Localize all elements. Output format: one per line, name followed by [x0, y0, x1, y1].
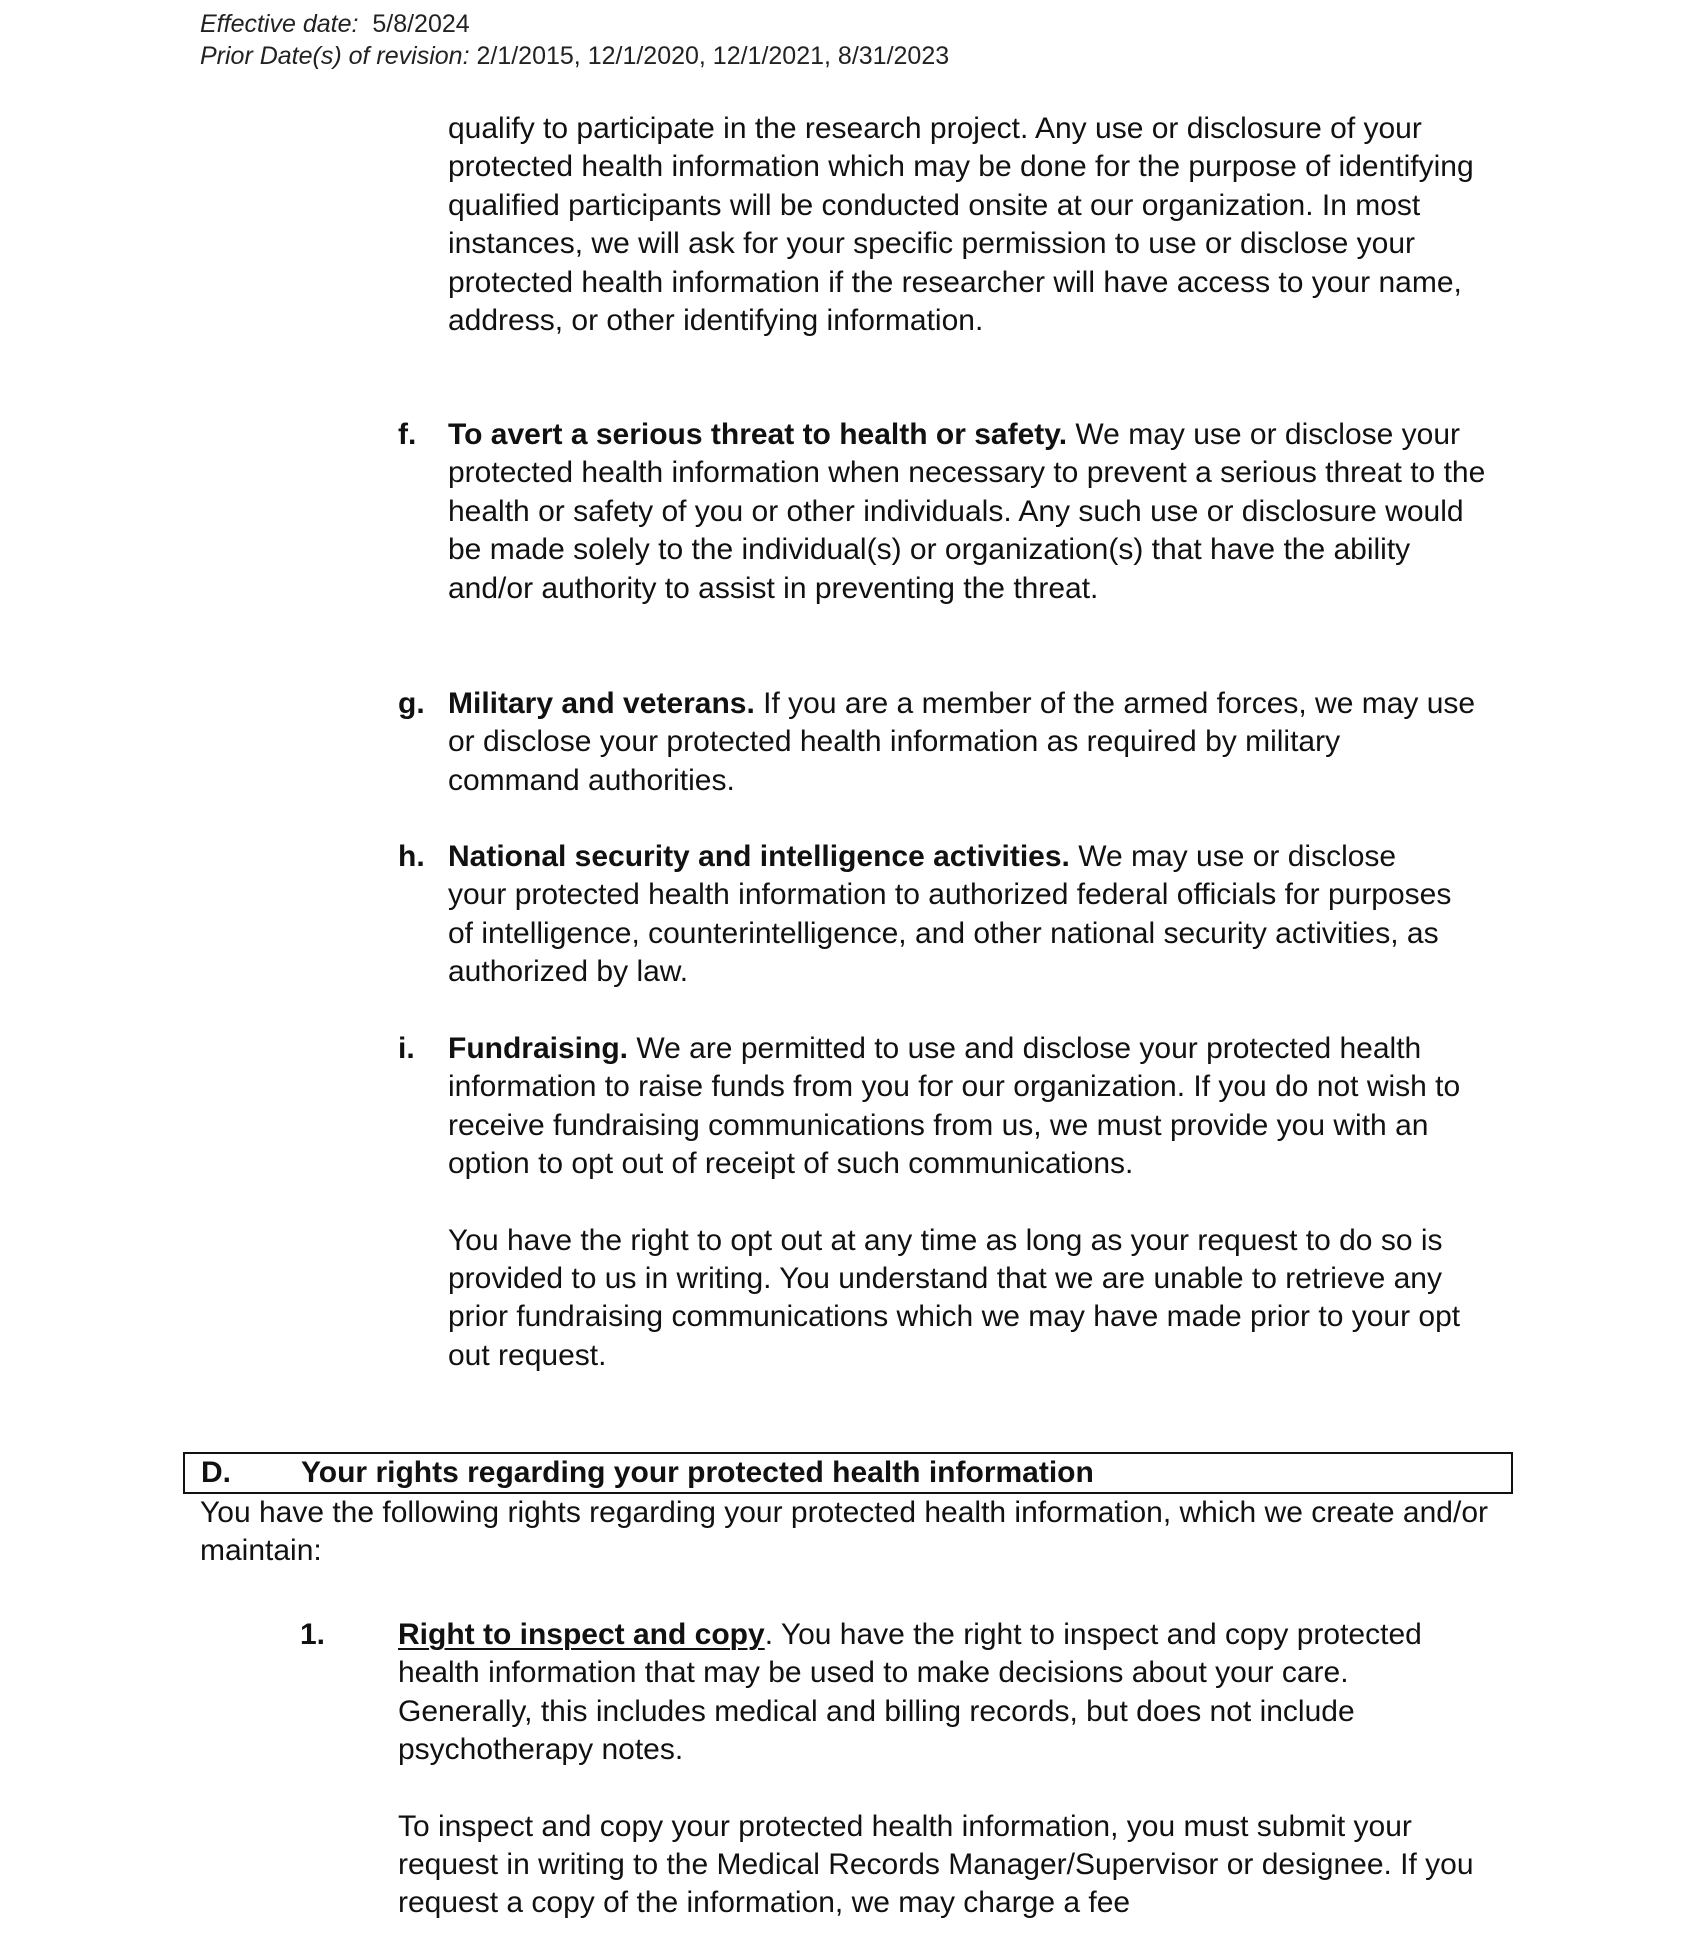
item-h-heading: National security and intelligence activities. — [448, 840, 1070, 873]
right-1-heading: Right to inspect and copy — [398, 1618, 765, 1651]
right-1-number: 1. — [300, 1618, 326, 1651]
item-i-heading: Fundraising. — [448, 1032, 628, 1065]
item-g-heading: Military and veterans. — [448, 687, 755, 720]
page-header — [200, 8, 949, 72]
item-f-text: We may use or disclose your protected health information when necessary to prevent a serious threat to the health or safety of you or other individuals. Any such use or disclosure would be made solely to the individual(s) or organization(s) that have the ability and/or authority to assist in preventing the threat. — [448, 418, 1486, 605]
item-f-heading: To avert a serious threat to health or safety. — [448, 418, 1068, 451]
item-h-text: We may use or disclose your protected health information to authorized federal officials for purposes of intelligence, counterintelligence, and other national security activities, as authorized by law. — [448, 840, 1452, 989]
item-g — [448, 685, 1478, 800]
effective-date-value: 5/8/2024 — [372, 10, 470, 38]
revision-dates-label: Prior Date(s) of revision — [200, 42, 463, 70]
right-1-text-2: To inspect and copy your protected health information, you must submit your request in writing to the Medical Records Manager/Supervisor or designee. If you request a copy of the information, we may charge a fee — [398, 1809, 1474, 1920]
section-d-letter: D. — [201, 1456, 231, 1489]
effective-date-label: Effective date — [200, 10, 352, 38]
item-i — [448, 1030, 1488, 1375]
item-f-marker: f. — [398, 418, 417, 451]
right-1 — [398, 1616, 1478, 1923]
item-g-marker: g. — [398, 687, 425, 720]
section-d-intro — [200, 1494, 1510, 1571]
effective-date-line: Effective date: 5/8/2024 — [200, 10, 470, 38]
item-h-marker: h. — [398, 840, 425, 873]
item-e-text: qualify to participate in the research project. Any use or disclosure of your protected health information which may be done for the purpose of identifying qualified participants will be conducted onsite at our organization. In most instances, we will ask for your specific permission to use or disclose your protected health information if the researcher will have access to your name, address, or other identifying information. — [448, 112, 1474, 338]
item-i-text: We are permitted to use and disclose your protected health information to raise funds from you for our organization. If you do not wish to receive fundraising communications from us, we must provide you with an option to opt out of receipt of such communications. — [448, 1032, 1461, 1181]
revision-dates-value: 2/1/2015, 12/1/2020, 12/1/2021, 8/31/2023 — [476, 42, 950, 70]
revision-dates-line: Prior Date(s) of revision: 2/1/2015, 12/1/2020, 12/1/2021, 8/31/2023 — [200, 42, 950, 70]
item-i-text-2: You have the right to opt out at any time as long as your request to do so is provided to us in writing. You understand that we are unable to retrieve any prior fundraising communications which we may have made prior to your opt out request. — [448, 1223, 1461, 1372]
right-1-text: . You have the right to inspect and copy protected health information that may be used to make decisions about your care. Generally, this includes medical and billing records, but does not include psychotherapy notes. — [398, 1618, 1422, 1767]
item-f — [448, 416, 1488, 608]
section-d-heading — [183, 1452, 1513, 1494]
item-g-text: If you are a member of the armed forces, we may use or disclose your protected health information as required by military command authorities. — [448, 687, 1476, 797]
section-d-intro-text: You have the following rights regarding your protected health information, which we create and/or maintain: — [200, 1496, 1488, 1568]
item-e-continued — [448, 110, 1508, 340]
item-h — [448, 838, 1458, 992]
item-i-marker: i. — [398, 1032, 415, 1065]
section-d-title: Your rights regarding your protected health information — [301, 1456, 1094, 1489]
